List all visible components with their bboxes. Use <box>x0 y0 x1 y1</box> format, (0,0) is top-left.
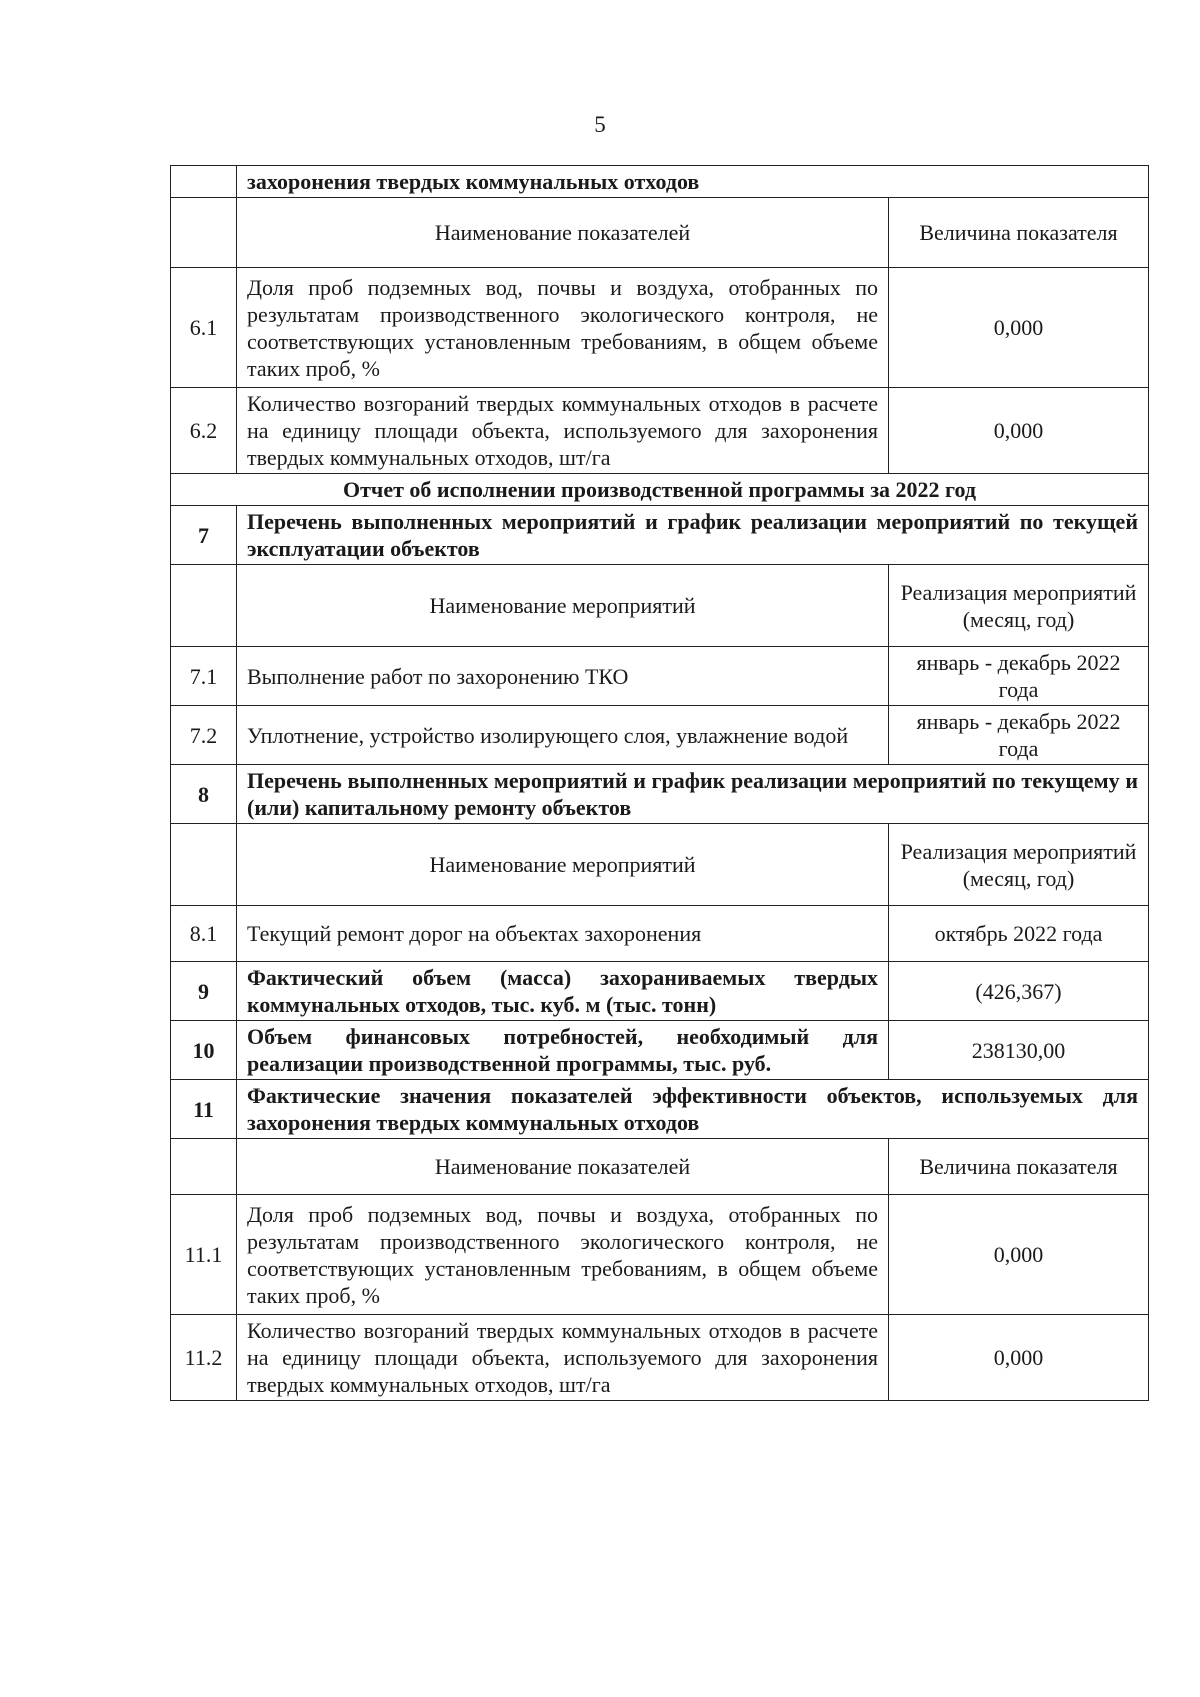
row-value: 0,000 <box>889 388 1149 474</box>
column-header-name: Наименование показателей <box>237 1139 889 1195</box>
column-header-name: Наименование мероприятий <box>237 824 889 906</box>
row-number <box>171 166 237 198</box>
page-number: 5 <box>594 112 606 137</box>
row-number: 7.2 <box>171 706 237 765</box>
row-value: октябрь 2022 года <box>889 906 1149 962</box>
row-number: 6.2 <box>171 388 237 474</box>
section-row <box>171 765 1149 824</box>
row-number: 7.1 <box>171 647 237 706</box>
report-title: Отчет об исполнении производственной программы за 2022 год <box>171 474 1149 506</box>
row-number: 7 <box>171 506 237 565</box>
section-heading: Перечень выполненных мероприятий и график реализации мероприятий по текущей эксплуатации объектов <box>237 506 1149 565</box>
row-number: 8 <box>171 765 237 824</box>
table-row <box>171 706 1149 765</box>
row-number <box>171 198 237 268</box>
row-description: Текущий ремонт дорог на объектах захоронения <box>237 906 889 962</box>
row-value: 0,000 <box>889 268 1149 388</box>
table-row <box>171 166 1149 198</box>
row-value: 238130,00 <box>889 1021 1149 1080</box>
row-number: 10 <box>171 1021 237 1080</box>
section-row <box>171 1080 1149 1139</box>
table-row <box>171 1315 1149 1401</box>
row-value: январь - декабрь 2022 года <box>889 647 1149 706</box>
column-header-value: Величина показателя <box>889 1139 1149 1195</box>
column-header-value: Реализация мероприятий (месяц, год) <box>889 565 1149 647</box>
row-description: Доля проб подземных вод, почвы и воздуха, отобранных по результатам производственного экологического контроля, не соответствующих установленным требованиям, в общем объеме таких проб, % <box>237 1195 889 1315</box>
row-description: Количество возгораний твердых коммунальных отходов в расчете на единицу площади объекта, используемого для захоронения твердых коммунальных отходов, шт/га <box>237 1315 889 1401</box>
table-row <box>171 1195 1149 1315</box>
table-header-row <box>171 198 1149 268</box>
row-value: 0,000 <box>889 1195 1149 1315</box>
row-description: Уплотнение, устройство изолирующего слоя, увлажнение водой <box>237 706 889 765</box>
column-header-value: Реализация мероприятий (месяц, год) <box>889 824 1149 906</box>
section-row <box>171 506 1149 565</box>
row-value: январь - декабрь 2022 года <box>889 706 1149 765</box>
table-row <box>171 906 1149 962</box>
row-description: Фактический объем (масса) захораниваемых твердых коммунальных отходов, тыс. куб. м (тыс. тонн) <box>237 962 889 1021</box>
row-value: (426,367) <box>889 962 1149 1021</box>
column-header-value: Величина показателя <box>889 198 1149 268</box>
column-header-name: Наименование показателей <box>237 198 889 268</box>
section-heading: Фактические значения показателей эффективности объектов, используемых для захоронения твердых коммунальных отходов <box>237 1080 1149 1139</box>
row-description: Выполнение работ по захоронению ТКО <box>237 647 889 706</box>
row-value: 0,000 <box>889 1315 1149 1401</box>
section-heading: Перечень выполненных мероприятий и график реализации мероприятий по текущему и (или) капитальному ремонту объектов <box>237 765 1149 824</box>
row-description: Объем финансовых потребностей, необходимый для реализации производственной программы, тыс. руб. <box>237 1021 889 1080</box>
row-description: Доля проб подземных вод, почвы и воздуха, отобранных по результатам производственного экологического контроля, не соответствующих установленным требованиям, в общем объеме таких проб, % <box>237 268 889 388</box>
row-number: 11 <box>171 1080 237 1139</box>
row-number: 11.2 <box>171 1315 237 1401</box>
table-row <box>171 1021 1149 1080</box>
table-row <box>171 268 1149 388</box>
row-number <box>171 824 237 906</box>
row-number: 6.1 <box>171 268 237 388</box>
row-description: Количество возгораний твердых коммунальных отходов в расчете на единицу площади объекта, используемого для захоронения твердых коммунальных отходов, шт/га <box>237 388 889 474</box>
table-row <box>171 962 1149 1021</box>
table-row <box>171 647 1149 706</box>
row-number: 8.1 <box>171 906 237 962</box>
row-number <box>171 565 237 647</box>
table-header-row <box>171 565 1149 647</box>
report-title-row <box>171 474 1149 506</box>
row-number: 11.1 <box>171 1195 237 1315</box>
section-heading-continued: захоронения твердых коммунальных отходов <box>237 166 1149 198</box>
table-row <box>171 388 1149 474</box>
report-table <box>170 165 1149 1401</box>
row-number <box>171 1139 237 1195</box>
row-number: 9 <box>171 962 237 1021</box>
table-header-row <box>171 1139 1149 1195</box>
column-header-name: Наименование мероприятий <box>237 565 889 647</box>
table-header-row <box>171 824 1149 906</box>
